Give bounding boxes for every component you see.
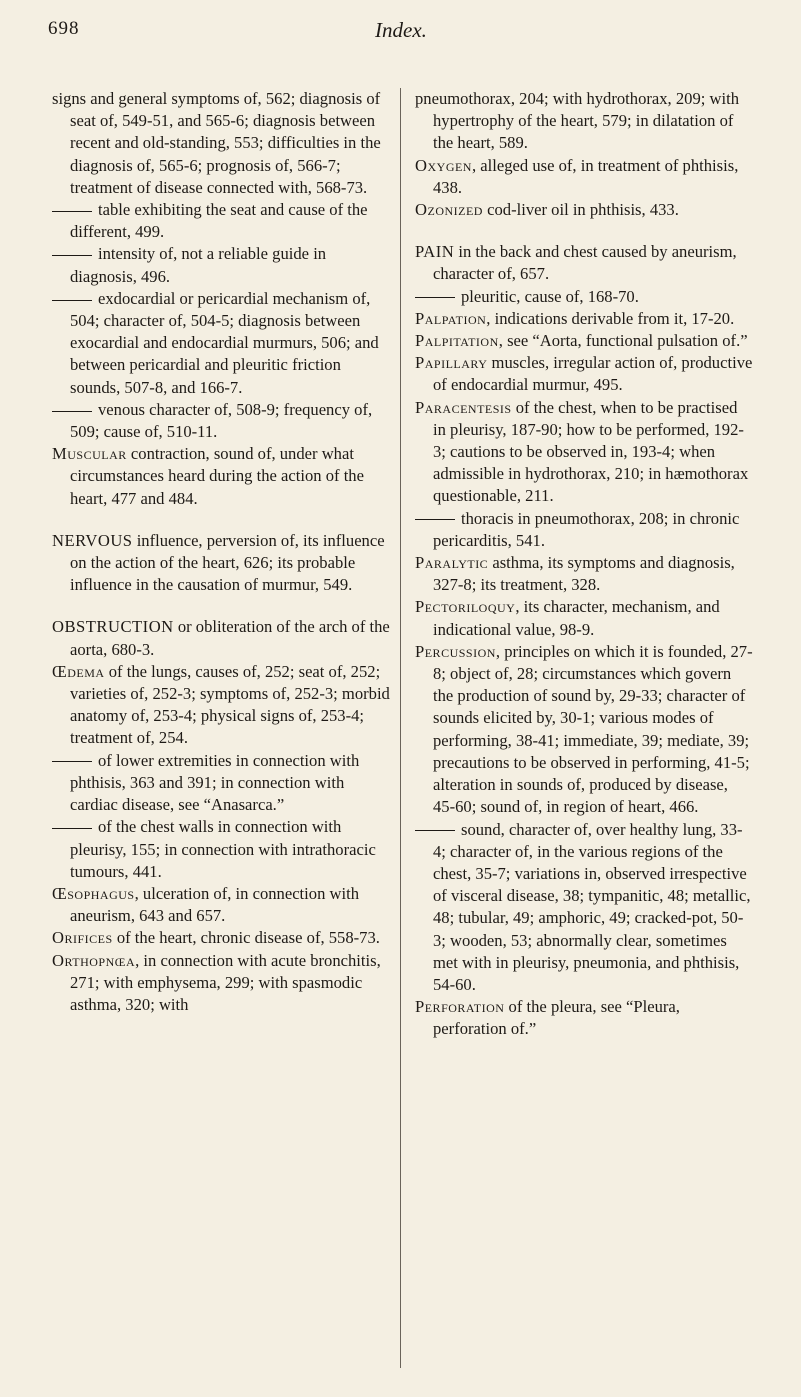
page-header [0, 18, 801, 48]
index-entry [415, 308, 753, 330]
entry-headword: NERVOUS [52, 530, 133, 550]
entry-headword: Perforation [415, 997, 505, 1017]
index-subentry [415, 508, 753, 552]
index-subentry [52, 243, 390, 287]
entry-headword: Percussion [415, 641, 496, 661]
page-number: 698 [48, 18, 80, 39]
index-entry [415, 641, 753, 819]
index-entry [52, 88, 390, 199]
entry-text: table exhibiting the seat and cause of the different, 499. [70, 200, 368, 242]
index-subentry [52, 199, 390, 243]
entry-headword: Œsophagus [52, 883, 135, 903]
entry-headword: PAIN [415, 242, 455, 262]
index-subentry [415, 286, 753, 308]
entry-headword: Œdema [52, 661, 105, 681]
entry-text: venous character of, 508-9; frequency of, 509; cause of, 510-11. [70, 399, 373, 442]
entry-text: muscles, irregular action of, productive of endocardial murmur, 495. [433, 353, 753, 395]
index-entry [415, 199, 753, 221]
entry-text: of lower extremities in connection with phthisis, 363 and 391; in connection with cardiac disease, see “Anasarca.” [70, 750, 360, 815]
entry-text: , ulceration of, in connection with aneurism, 643 and 657. [70, 883, 360, 926]
entry-text: of the lungs, causes of, 252; seat of, 252; varieties of, 252-3; symptoms of, 252-3; morbid anatomy of, 253-4; physical signs of, 253-4; treatment of, 254. [70, 661, 390, 748]
index-entry [415, 596, 753, 640]
index-subentry [52, 399, 390, 443]
index-subentry [52, 288, 390, 399]
entry-text: , alleged use of, in treatment of phthisis, 438. [433, 155, 739, 197]
entry-headword: Palpation [415, 308, 487, 328]
entry-text: , indications derivable from it, 17-20. [486, 308, 735, 328]
index-entry [415, 241, 753, 285]
entry-headword: Oxygen [415, 155, 472, 175]
index-entry [52, 883, 390, 927]
entry-headword: Orifices [52, 928, 113, 948]
entry-text: thoracis in pneumothorax, 208; in chronic pericarditis, 541. [433, 508, 740, 550]
ditto-dash [52, 255, 92, 256]
column-divider [400, 88, 401, 1368]
entry-gap [52, 510, 390, 530]
entry-text: , see “Aorta, functional pulsation of.” [498, 331, 748, 351]
entry-text: pneumothorax, 204; with hydrothorax, 209; with hypertrophy of the heart, 579; in dilatation of the heart, 589. [415, 89, 739, 153]
ditto-dash [52, 761, 92, 762]
index-entry [52, 927, 390, 949]
index-subentry [415, 819, 753, 997]
ditto-dash [415, 519, 455, 520]
running-title: Index. [375, 18, 427, 42]
entry-gap [415, 221, 753, 241]
index-entry [52, 950, 390, 1017]
entry-headword: Pectoriloquy [415, 597, 516, 617]
entry-text: , its character, mechanism, and indicational value, 98-9. [433, 597, 720, 639]
entry-text: asthma, its symptoms and diagnosis, 327-8; its treatment, 328. [433, 553, 735, 595]
index-entry [415, 330, 753, 352]
entry-headword: Muscular [52, 444, 127, 464]
entry-text: of the heart, chronic disease of, 558-73. [112, 928, 380, 948]
index-entry [52, 616, 390, 660]
entry-text: , principles on which it is founded, 27-8; object of, 28; circumstances which govern the production of sound by, 29-33; character of sounds elicited by, 30-1; various modes of performing, 38-41; immediate, 39; mediate, 39; precautions to be observed in performing, 41-5; alteration in sounds of, produced by disease, 45-60; sound of, in region of heart, 466. [433, 641, 753, 817]
entry-headword: Palpitation [415, 331, 499, 351]
entry-headword: Papillary [415, 353, 488, 373]
ditto-dash [52, 300, 92, 301]
entry-text: exdocardial or pericardial mechanism of, 504; character of, 504-5; diagnosis between exocardial and endocardial murmurs, 506; and between pericardial and pleuritic friction sounds, 507-8, and 166-7. [70, 288, 379, 397]
ditto-dash [52, 828, 92, 829]
entry-text: of the chest walls in connection with pleurisy, 155; in connection with intrathoracic tumours, 441. [70, 817, 376, 881]
entry-headword: OBSTRUCTION [52, 617, 174, 637]
entry-text: or obliteration of the arch of the aorta, 680-3. [70, 617, 390, 659]
ditto-dash [52, 211, 92, 212]
index-entry [52, 530, 390, 597]
entry-gap [52, 596, 390, 616]
entry-headword: Paralytic [415, 553, 489, 573]
entry-text: contraction, sound of, under what circumstances heard during the action of the heart, 477 and 484. [70, 444, 364, 508]
entry-text: , in connection with acute bronchitis, 271; with emphysema, 299; with spasmodic asthma, 320; with [70, 950, 381, 1014]
index-entry [52, 661, 390, 750]
index-subentry [52, 750, 390, 817]
left-index-column [52, 88, 390, 1016]
entry-text: influence, perversion of, its influence on the action of the heart, 626; its probable influence in the causation of murmur, 549. [70, 530, 385, 595]
index-entry [52, 443, 390, 510]
index-entry [415, 996, 753, 1040]
index-entry [415, 397, 753, 508]
ditto-dash [415, 830, 455, 831]
ditto-dash [415, 297, 455, 298]
entry-text: sound, character of, over healthy lung, 33-4; character of, in the various regions of the chest, 35-7; variations in, observed irrespective of visceral disease, 38; tympanitic, 48; metallic, 48; tubular, 49; amphoric, 49; cracked-pot, 50-3; wooden, 53; abnormally clear, sometimes met with in pleurisy, pneumonia, and phthisis, 54-60. [433, 819, 751, 994]
entry-text: of the pleura, see “Pleura, perforation of.” [433, 997, 680, 1039]
entry-text: pleuritic, cause of, 168-70. [461, 286, 639, 306]
index-entry [415, 352, 753, 396]
ditto-dash [52, 411, 92, 412]
index-entry [415, 155, 753, 199]
index-subentry [52, 816, 390, 883]
right-index-column [415, 88, 753, 1041]
entry-headword: Paracentesis [415, 397, 512, 417]
entry-text: signs and general symptoms of, 562; diagnosis of seat of, 549-51, and 565-6; diagnosis between recent and old-standing, 553; difficulties in the diagnosis of, 565-6; prognosis of, 566-7; treatment of disease connected with, 568-73. [52, 89, 381, 197]
entry-text: intensity of, not a reliable guide in diagnosis, 496. [70, 244, 327, 286]
index-entry [415, 552, 753, 596]
entry-text: cod-liver oil in phthisis, 433. [482, 200, 679, 220]
index-entry [415, 88, 753, 155]
entry-text: in the back and chest caused by aneurism, character of, 657. [433, 242, 737, 284]
entry-text: of the chest, when to be practised in pleurisy, 187-90; how to be performed, 192-3; cautions to be observed in, 193-4; when admissible in hydrothorax, 210; in hæmothorax questionable, 211. [433, 397, 749, 506]
entry-headword: Orthopnœa [52, 950, 136, 970]
entry-headword: Ozonized [415, 200, 483, 220]
